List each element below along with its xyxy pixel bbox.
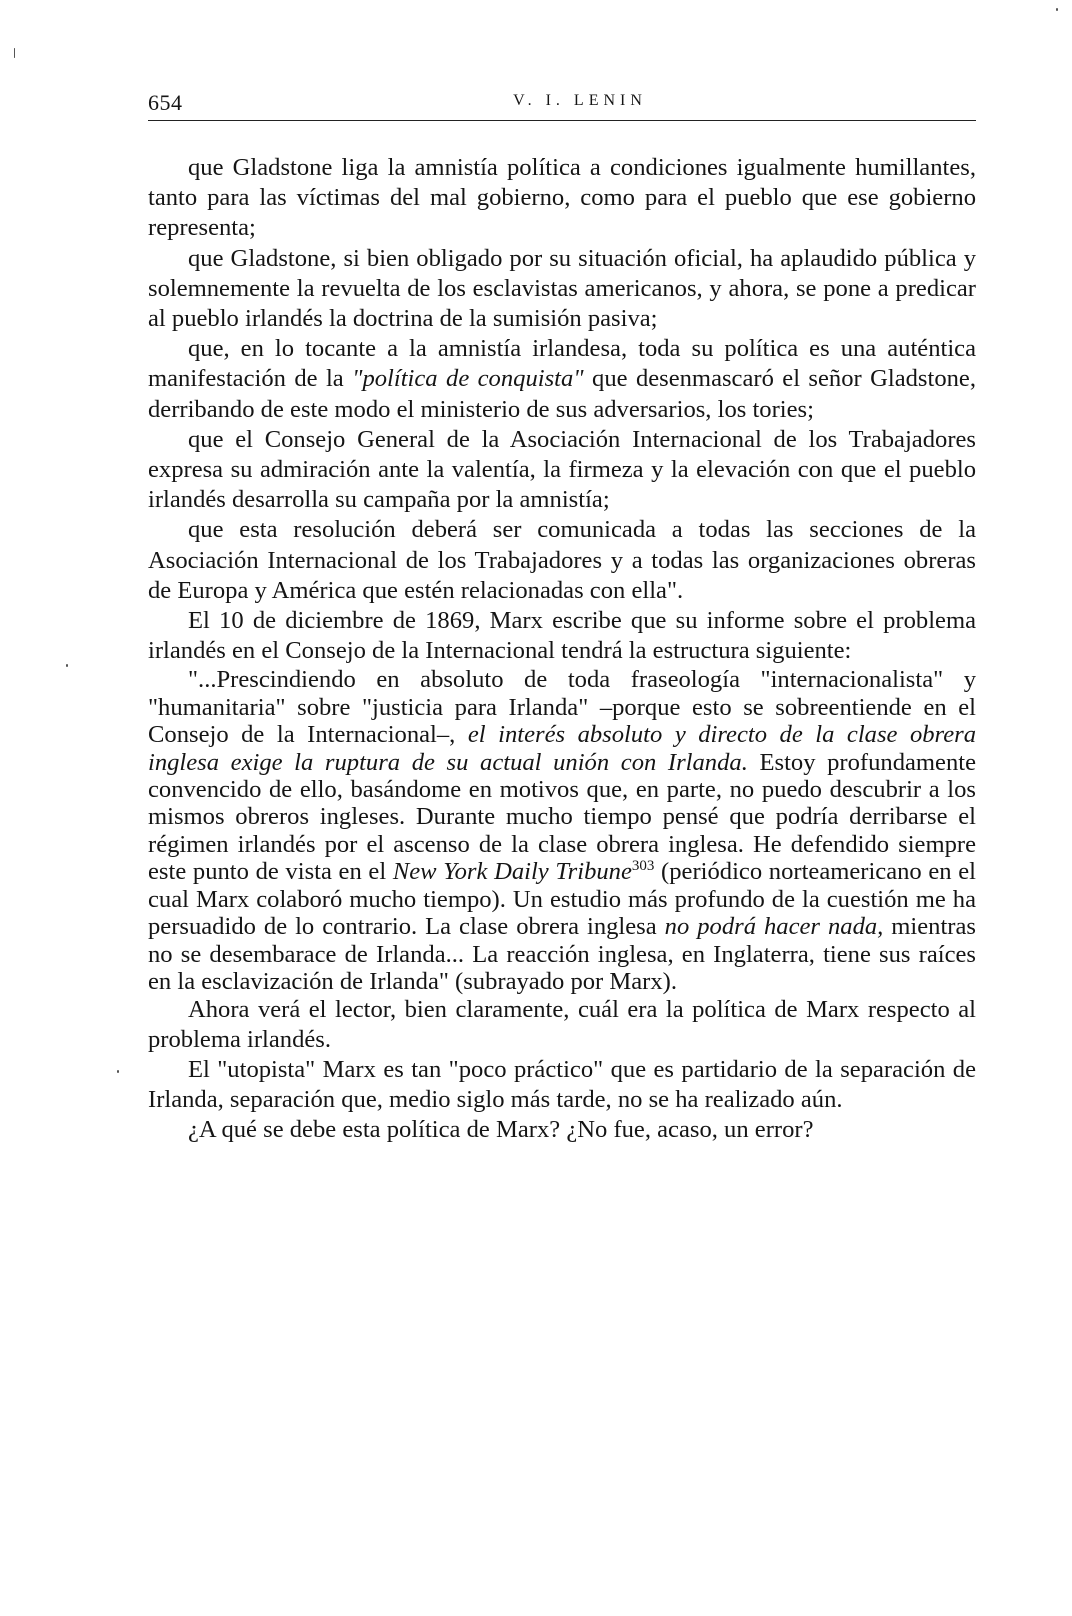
page-header [148,86,976,121]
text-run: que, en lo tocante a la amnistía irlandesa, toda su política es una auténtica manifestación de la [148,335,976,393]
text-run: que el Consejo General de la Asociación Internacional de los Trabajadores expresa su admiración ante la valentía, la firmeza y la elevación con que el pueblo irlandés desarrolla su campaña por la amnistía; [148,425,976,514]
text-run: que Gladstone, si bien obligado por su situación oficial, ha aplaudido pública y solemnemente la revuelta de los esclavistas americanos, y ahora, se pone a predicar al pueblo irlandés la doctrina de la sumisión pasiva; [148,244,976,333]
text-run: El 10 de diciembre de 1869, Marx escribe que su informe sobre el problema irlandés en el Consejo de la Internacional tendrá la estructura siguiente: [148,607,976,665]
paragraph [148,425,976,516]
paragraph [148,995,976,1055]
paragraph [148,153,976,244]
italic-text: no podrá hacer nada, [664,913,884,941]
text-run: que Gladstone liga la amnistía política a condiciones igualmente humillantes, tanto para las víctimas del mal gobierno, como para el pueblo que ese gobierno representa; [148,154,976,242]
paragraph [148,666,976,995]
paragraph [148,1115,976,1145]
text-run: Estoy profundamente convencido de ello, basándome en motivos que, en parte, no puedo descubrir a los mismos obreros ingleses. Durante mucho tiempo pensé que podría derribarse el régimen irlandés por el ascenso de la clase obrera inglesa. He defendido siempre este punto de vista en el [148,748,976,886]
italic-text: el interés absoluto y directo de la clase obrera inglesa exige la ruptura de su actual unión con Irlanda. [148,721,976,776]
text-run: "...Prescindiendo en absoluto de toda fraseología "internacionalista" y "humanitaria" sobre "justicia para Irlanda" –porque esto se sobreentiende en el Consejo de la Internacional–, [148,666,976,749]
paragraph [148,515,976,606]
italic-text: New York Daily Tribune [392,858,632,886]
text-run: Ahora verá el lector, bien claramente, cuál era la política de Marx respecto al problema irlandés. [148,996,976,1054]
text-run: ¿A qué se debe esta política de Marx? ¿No fue, acaso, un error? [188,1116,814,1144]
text-run: mientras no se desembarace de Irlanda... La reacción inglesa, en Inglaterra, tiene sus raíces en la esclavización de Irlanda" (subrayado por Marx). [148,913,976,995]
footnote-reference: 303 [631,858,655,875]
paragraph [148,334,976,425]
page-number: 654 [148,90,183,115]
text-run: que desenmascaró el señor Gladstone, derribando de este modo el ministerio de sus adversarios, los tories; [148,365,976,423]
text-run: que esta resolución deberá ser comunicada a todas las secciones de la Asociación Internacional de los Trabajadores y a todas las organizaciones obreras de Europa y América que estén relacionadas con ella". [148,516,976,604]
scan-speck [66,664,68,667]
paragraph [148,1055,976,1115]
scan-speck [1056,8,1058,11]
text-run: (periódico norteamericano en el cual Marx colaboró mucho tiempo). Un estudio más profundo de la cuestión me ha persuadido de lo contrario. La clase obrera inglesa [148,858,976,941]
running-head: V. I. LENIN [513,92,647,109]
text-run: El "utopista" Marx es tan "poco práctico" que es partidario de la separación de Irlanda, separación que, medio siglo más tarde, no se ha realizado aún. [148,1056,976,1114]
body-text [148,153,976,1145]
paragraph [148,244,976,335]
scan-speck [14,48,15,58]
scan-speck [117,1070,119,1073]
paragraph [148,606,976,666]
italic-text: "política de conquista" [352,365,584,393]
